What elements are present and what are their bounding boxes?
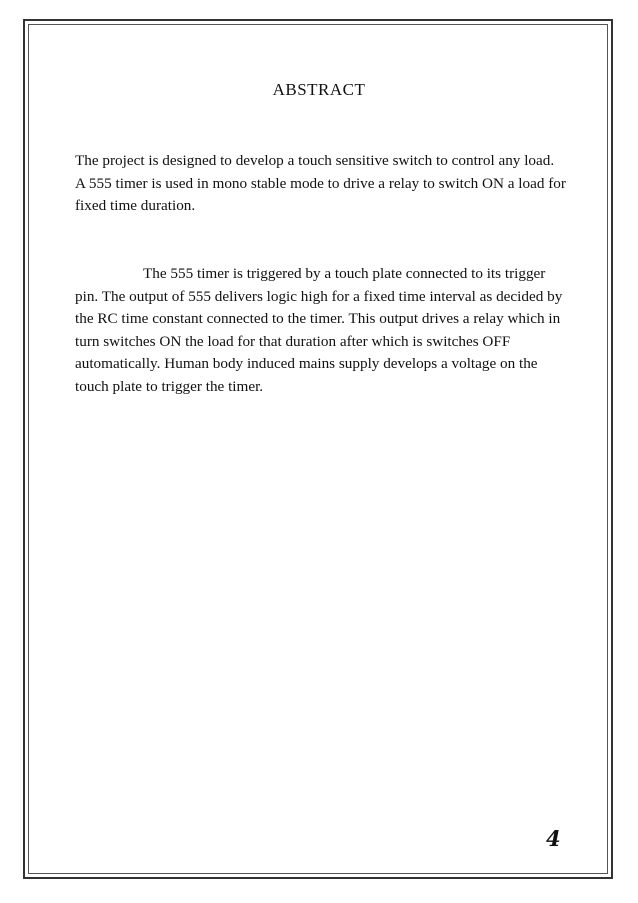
- abstract-paragraph-1: The project is designed to develop a touch sensitive switch to control any load. A 555 timer is used in mono stable mode to drive a relay to switch ON a load for fixed time duration.: [75, 152, 566, 214]
- page-number: 4: [546, 826, 561, 851]
- abstract-paragraph-2: The 555 timer is triggered by a touch plate connected to its trigger pin. The output of 555 delivers logic high for a fixed time interval as decided by the RC time constant connected to the timer. This output drives a relay which in turn switches ON the load for that duration after which is switches OFF automatically. Human body induced mains supply develops a voltage on the touch plate to trigger the timer.: [75, 265, 563, 395]
- document-title: ABSTRACT: [272, 80, 366, 99]
